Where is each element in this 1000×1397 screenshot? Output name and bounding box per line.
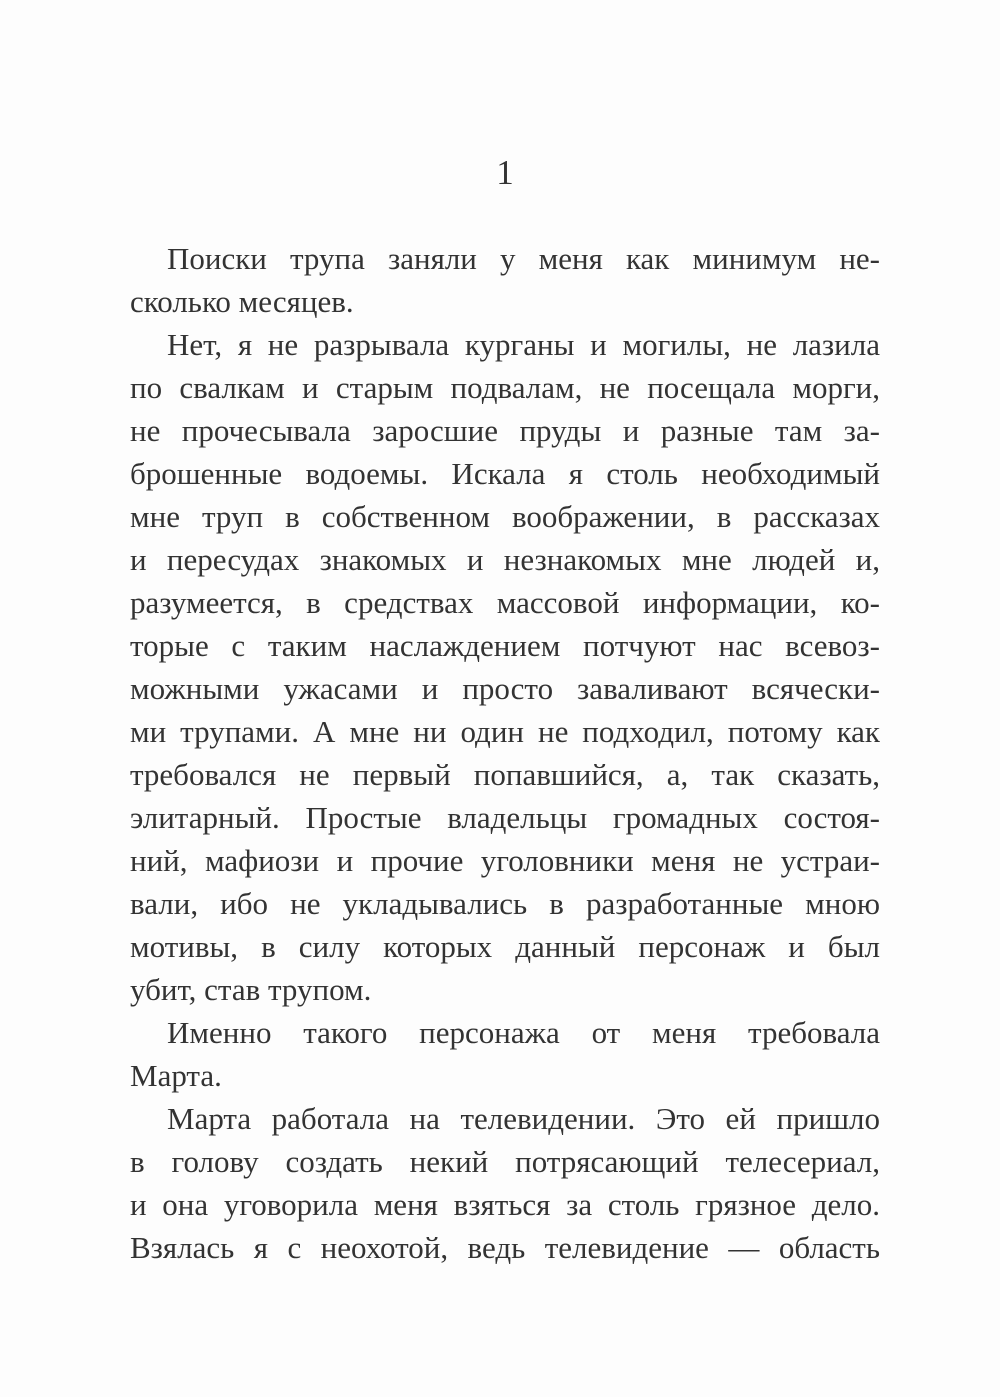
text-line: убит, став трупом. (130, 972, 372, 1007)
text-line: Марта работала на телевидении. Это ей пришло (167, 1101, 880, 1136)
text-line: мотивы, в силу которых данный персонаж и был (130, 929, 880, 964)
text-line: Взялась я с неохотой, ведь телевидение — область (130, 1230, 880, 1265)
text-line: и пересудах знакомых и незнакомых мне людей и, (130, 542, 880, 577)
text-line: в голову создать некий потрясающий телесериал, (130, 1144, 880, 1179)
chapter-number: 1 (496, 153, 514, 192)
text-line: требовался не первый попавшийся, а, так сказать, (130, 757, 880, 792)
text-line: разумеется, в средствах массовой информации, ко- (130, 585, 880, 620)
text-line: Поиски трупа заняли у меня как минимум не- (167, 241, 880, 276)
text-line: и она уговорила меня взяться за столь грязное дело. (130, 1187, 880, 1222)
text-line: брошенные водоемы. Искала я столь необходимый (130, 456, 880, 491)
text-line: ний, мафиози и прочие уголовники меня не устраи- (130, 843, 880, 878)
text-line: по свалкам и старым подвалам, не посещала морги, (130, 370, 880, 405)
text-line: ми трупами. А мне ни один не подходил, потому как (130, 714, 880, 749)
text-line: Нет, я не разрывала курганы и могилы, не лазила (167, 327, 880, 362)
text-line: можными ужасами и просто заваливают всячески- (130, 671, 880, 706)
text-line: сколько месяцев. (130, 284, 354, 319)
text-line: элитарный. Простые владельцы громадных состоя- (130, 800, 880, 835)
text-line: вали, ибо не укладывались в разработанные мною (130, 886, 880, 921)
text-line: Марта. (130, 1058, 222, 1093)
text-line: мне труп в собственном воображении, в рассказах (130, 499, 880, 534)
text-line: Именно такого персонажа от меня требовала (167, 1015, 880, 1050)
text-line: торые с таким наслаждением потчуют нас всевоз- (130, 628, 880, 663)
text-line: не прочесывала заросшие пруды и разные там за- (130, 413, 880, 448)
body-text (130, 237, 880, 1269)
